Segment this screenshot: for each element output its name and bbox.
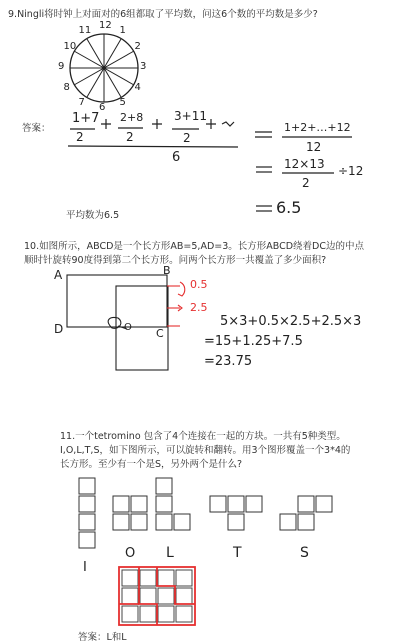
q9-right-den2: 2 <box>302 176 310 190</box>
q9-frac1-num: 1+7 <box>72 111 100 126</box>
q11-label-s: S <box>300 545 309 561</box>
q9-result: 平均数为6.5 <box>66 210 120 221</box>
q9-clock-number: 11 <box>78 25 92 37</box>
q9-clock-number: 1 <box>119 25 126 37</box>
q10-label-c: C <box>156 327 164 340</box>
q9-frac3-den: 2 <box>183 131 191 145</box>
q9-frac2-num: 2+8 <box>120 111 144 124</box>
q9-clock-number: 4 <box>134 81 141 93</box>
q9-question: 9.Ningli将时钟上对面对的6组都取了平均数，问这6个数的平均数是多少? <box>8 9 318 20</box>
q10-work-line3: =23.75 <box>204 354 253 369</box>
q10-work-line2: =15+1.25+7.5 <box>204 334 303 349</box>
q9-clock-number: 5 <box>119 96 126 108</box>
q10-question-line2: 顺时针旋转90度得到第二个长方形。问两个长方形一共覆盖了多少面积? <box>24 255 327 266</box>
q11-line2: I,O,L,T,S，如下图所示，可以旋转和翻转。用3个图形覆盖一个3*4的 <box>60 445 351 456</box>
q11-label-o: O <box>125 546 136 561</box>
q10-label-d: D <box>54 322 64 336</box>
q9-clock-number: 7 <box>78 96 85 108</box>
q9-answer-label: 答案： <box>22 123 51 134</box>
q11-line3: 长方形。至少有一个是S，另外两个是什么? <box>60 459 243 470</box>
q10-annot-2-5: 2.5 <box>190 301 208 314</box>
q9-clock-number: 12 <box>99 20 112 31</box>
q9-clock-number: 6 <box>99 102 106 113</box>
q9-clock-number: 9 <box>58 61 65 72</box>
q9-frac3-num: 3+11 <box>174 109 207 123</box>
q10-annot-0-5: 0.5 <box>190 278 208 291</box>
q9-clock-number: 10 <box>63 40 77 52</box>
q9-right-sum: 1+2+…+12 <box>284 121 351 134</box>
q10-label-o: O <box>124 322 132 333</box>
q9-denominator: 6 <box>172 150 181 165</box>
q9-clock-number: 2 <box>134 40 141 52</box>
q11-line1: 11.一个tetromino 包含了4个连接在一起的方块。一共有5种类型。 <box>60 431 346 442</box>
q9-frac1-den: 2 <box>76 130 84 144</box>
q9-clock-number: 8 <box>63 81 70 93</box>
q11-label-l: L <box>166 545 174 561</box>
q9-right-den1: 12 <box>306 140 322 154</box>
q9-right-result: 6.5 <box>276 198 302 217</box>
q11-label-i: I <box>83 560 87 575</box>
q11-label-t: T <box>233 545 242 561</box>
q10-work-line1: 5×3+0.5×2.5+2.5×3 <box>220 314 362 329</box>
q10-question-line1: 10.如图所示，ABCD是一个长方形AB=5,AD=3。长方形ABCD绕着DC边的中点 <box>24 241 365 252</box>
q10-label-a: A <box>54 268 63 282</box>
q9-clock-number: 3 <box>140 61 147 72</box>
q11-answer: 答案：L和L <box>78 632 127 643</box>
q9-right-product: 12×13 <box>284 157 325 171</box>
q9-frac2-den: 2 <box>126 130 134 144</box>
q9-right-div: ÷12 <box>338 164 364 178</box>
q10-label-b: B <box>163 264 171 277</box>
